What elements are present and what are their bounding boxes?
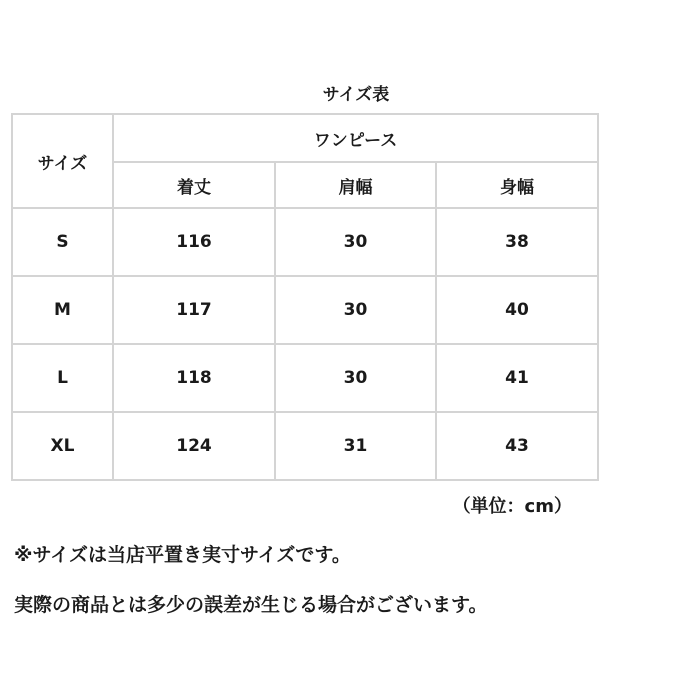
size-label: M — [12, 276, 113, 344]
shoulder-value: 30 — [275, 344, 436, 412]
table-row — [12, 412, 598, 480]
table-row — [12, 208, 598, 276]
column-header-length: 着丈 — [113, 162, 275, 208]
length-value: 124 — [113, 412, 275, 480]
width-value: 41 — [436, 344, 598, 412]
measurement-note: ※サイズは当店平置き実寸サイズです。 — [14, 544, 351, 566]
length-value: 117 — [113, 276, 275, 344]
size-label: S — [12, 208, 113, 276]
column-header-width: 身幅 — [436, 162, 598, 208]
size-label: XL — [12, 412, 113, 480]
length-value: 118 — [113, 344, 275, 412]
table-row — [12, 344, 598, 412]
width-value: 40 — [436, 276, 598, 344]
shoulder-value: 30 — [275, 208, 436, 276]
shoulder-value: 31 — [275, 412, 436, 480]
dress-group-header: ワンピース — [113, 114, 598, 162]
column-header-shoulder: 肩幅 — [275, 162, 436, 208]
unit-note: （単位：cm） — [452, 496, 572, 517]
tolerance-note: 実際の商品とは多少の誤差が生じる場合がございます。 — [14, 594, 488, 616]
size-table — [11, 113, 599, 481]
width-value: 43 — [436, 412, 598, 480]
length-value: 116 — [113, 208, 275, 276]
width-value: 38 — [436, 208, 598, 276]
size-label: L — [12, 344, 113, 412]
size-column-header: サイズ — [12, 114, 113, 208]
table-row — [12, 276, 598, 344]
table-title: サイズ表 — [322, 85, 390, 105]
shoulder-value: 30 — [275, 276, 436, 344]
